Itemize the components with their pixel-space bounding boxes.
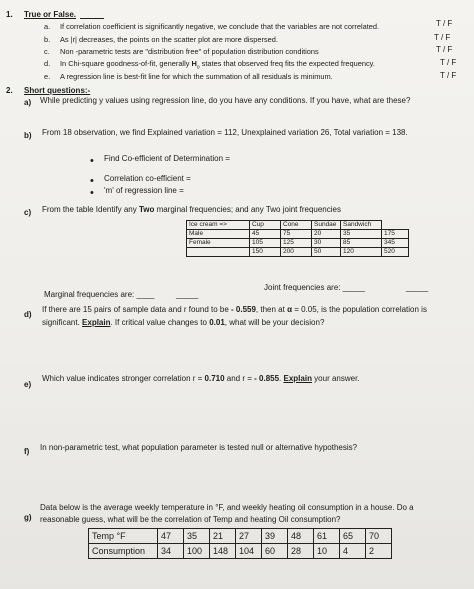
q1-number: 1.	[6, 10, 13, 19]
q2b-bullet-1-dot: •	[90, 155, 94, 167]
q2d-line1: If there are 15 pairs of sample data and r found to be - 0.559, then at α = 0.05, is the population correlation is	[42, 305, 427, 314]
q2b-label: b)	[24, 131, 32, 140]
table-cell: 30	[312, 239, 341, 248]
table-cell: 200	[281, 248, 312, 257]
table-cell: 104	[236, 544, 262, 559]
q2f-label: f)	[24, 447, 30, 456]
q2-number: 2.	[6, 86, 13, 95]
q2g-label: g)	[24, 513, 32, 522]
table-row	[187, 239, 409, 248]
table-cell	[187, 248, 250, 257]
table-cell: 75	[281, 230, 312, 239]
table-cell: Female	[187, 239, 250, 248]
table-cell: 20	[312, 230, 341, 239]
ice-cream-table	[186, 220, 409, 257]
table-row	[187, 248, 409, 257]
table-cell: 85	[341, 239, 382, 248]
q1-item-b-text: As |r| decreases, the points on the scatter plot are more dispersed.	[60, 35, 278, 44]
table-cell: 27	[236, 529, 262, 544]
table-cell: 105	[250, 239, 281, 248]
q1-item-d-mark: T / F	[440, 58, 457, 67]
table-row	[187, 230, 409, 239]
table-cell: 4	[340, 544, 366, 559]
table-cell: 28	[288, 544, 314, 559]
q1-title-underline	[80, 18, 104, 19]
q1-item-d-text: In Chi-square goodness-of-fit, generally $H_o$ states that observed freq fits the expected frequency.	[60, 59, 375, 71]
q1-item-e-text: A regression line is best-fit line for which the summation of all residuals is minimum.	[60, 72, 333, 81]
joint-frequencies: Joint frequencies are: _____	[264, 283, 365, 292]
table-cell: 34	[158, 544, 184, 559]
q1-item-b-mark: T / F	[434, 33, 451, 42]
marginal-frequencies: Marginal frequencies are: ____	[44, 290, 155, 299]
q1-item-c-letter: c.	[44, 47, 50, 56]
q2g-line2: reasonable guess, what will be the correlation of Temp and heating Oil consumption?	[40, 515, 341, 524]
table-cell: Consumption	[89, 544, 158, 559]
table-header-cell: Cup	[250, 221, 281, 230]
q1-item-a-text: If correlation coefficient is significantly negative, we conclude that the variables are not correlated.	[60, 22, 380, 31]
temperature-table	[88, 528, 392, 559]
table-cell: 10	[314, 544, 340, 559]
q1-title: True or False.	[24, 10, 77, 19]
table-header-cell: Ice cream =>	[187, 221, 250, 230]
q2a-label: a)	[24, 98, 32, 107]
table-cell: 175	[382, 230, 409, 239]
q2f-text: In non-parametric test, what population parameter is tested null or alternative hypothesis?	[40, 443, 358, 452]
table-header-cell: Cone	[281, 221, 312, 230]
q2b-bullet-2: Correlation co-efficient =	[104, 174, 191, 183]
table-cell: Male	[187, 230, 250, 239]
q2c-label: c)	[24, 208, 32, 217]
table-header-cell: Sundae	[312, 221, 341, 230]
q1-item-c-mark: T / F	[436, 45, 453, 54]
q2d-line2: significant. Explain. If critical value changes to 0.01, what will be your decision?	[42, 318, 325, 327]
table-cell: 520	[382, 248, 409, 257]
table-cell: 35	[184, 529, 210, 544]
q2c-text: From the table Identify any Two marginal frequencies; and any Two joint frequencies	[42, 205, 341, 214]
marginal-blank: _____	[176, 290, 199, 299]
q2b-bullet-3-dot: •	[90, 187, 94, 199]
table-cell: 47	[158, 529, 184, 544]
q2b-bullet-2-dot: •	[90, 175, 94, 187]
q2-title: Short questions:-	[24, 86, 91, 95]
table-cell: 35	[341, 230, 382, 239]
table-cell: Temp °F	[89, 529, 158, 544]
table-cell: 2	[366, 544, 392, 559]
table-cell: 65	[340, 529, 366, 544]
table-cell: 345	[382, 239, 409, 248]
joint-blank: _____	[406, 283, 429, 292]
table-cell: 39	[262, 529, 288, 544]
table-row	[187, 221, 409, 230]
q1-item-c-text: Non -parametric tests are "distribution free" of population distribution conditions	[60, 47, 319, 56]
q2b-text: From 18 observation, we find Explained variation = 112, Unexplained variation 26, Total variation = 138.	[42, 128, 408, 137]
table-header-cell	[382, 221, 409, 230]
q2a-text: While predicting y values using regression line, do you have any conditions. If you have, what are these?	[40, 96, 411, 105]
q1-item-d-letter: d.	[44, 59, 51, 68]
table-cell: 125	[281, 239, 312, 248]
table-cell: 100	[184, 544, 210, 559]
q2d-label: d)	[24, 310, 32, 319]
q2g-line1: Data below is the average weekly temperature in °F, and weekly heating oil consumption in a house. Do a	[40, 503, 414, 512]
q2b-bullet-1: Find Co-efficient of Determination =	[104, 154, 230, 163]
q1-item-a-mark: T / F	[436, 19, 453, 28]
table-cell: 148	[210, 544, 236, 559]
table-cell: 21	[210, 529, 236, 544]
q2e-text: Which value indicates stronger correlation r = 0.710 and r = - 0.855. Explain your answer.	[42, 374, 360, 383]
table-cell: 150	[250, 248, 281, 257]
table-header-cell: Sandwich	[341, 221, 382, 230]
table-cell: 61	[314, 529, 340, 544]
q1-item-a-letter: a.	[44, 22, 51, 31]
q1-item-e-mark: T / F	[440, 71, 457, 80]
table-row	[89, 544, 392, 559]
table-row	[89, 529, 392, 544]
q2b-bullet-3: 'm' of regression line =	[104, 186, 184, 195]
table-cell: 70	[366, 529, 392, 544]
q2e-label: e)	[24, 380, 32, 389]
q1-item-e-letter: e.	[44, 72, 51, 81]
table-cell: 48	[288, 529, 314, 544]
q1-item-b-letter: b.	[44, 35, 51, 44]
table-cell: 120	[341, 248, 382, 257]
table-cell: 50	[312, 248, 341, 257]
table-cell: 45	[250, 230, 281, 239]
table-cell: 60	[262, 544, 288, 559]
